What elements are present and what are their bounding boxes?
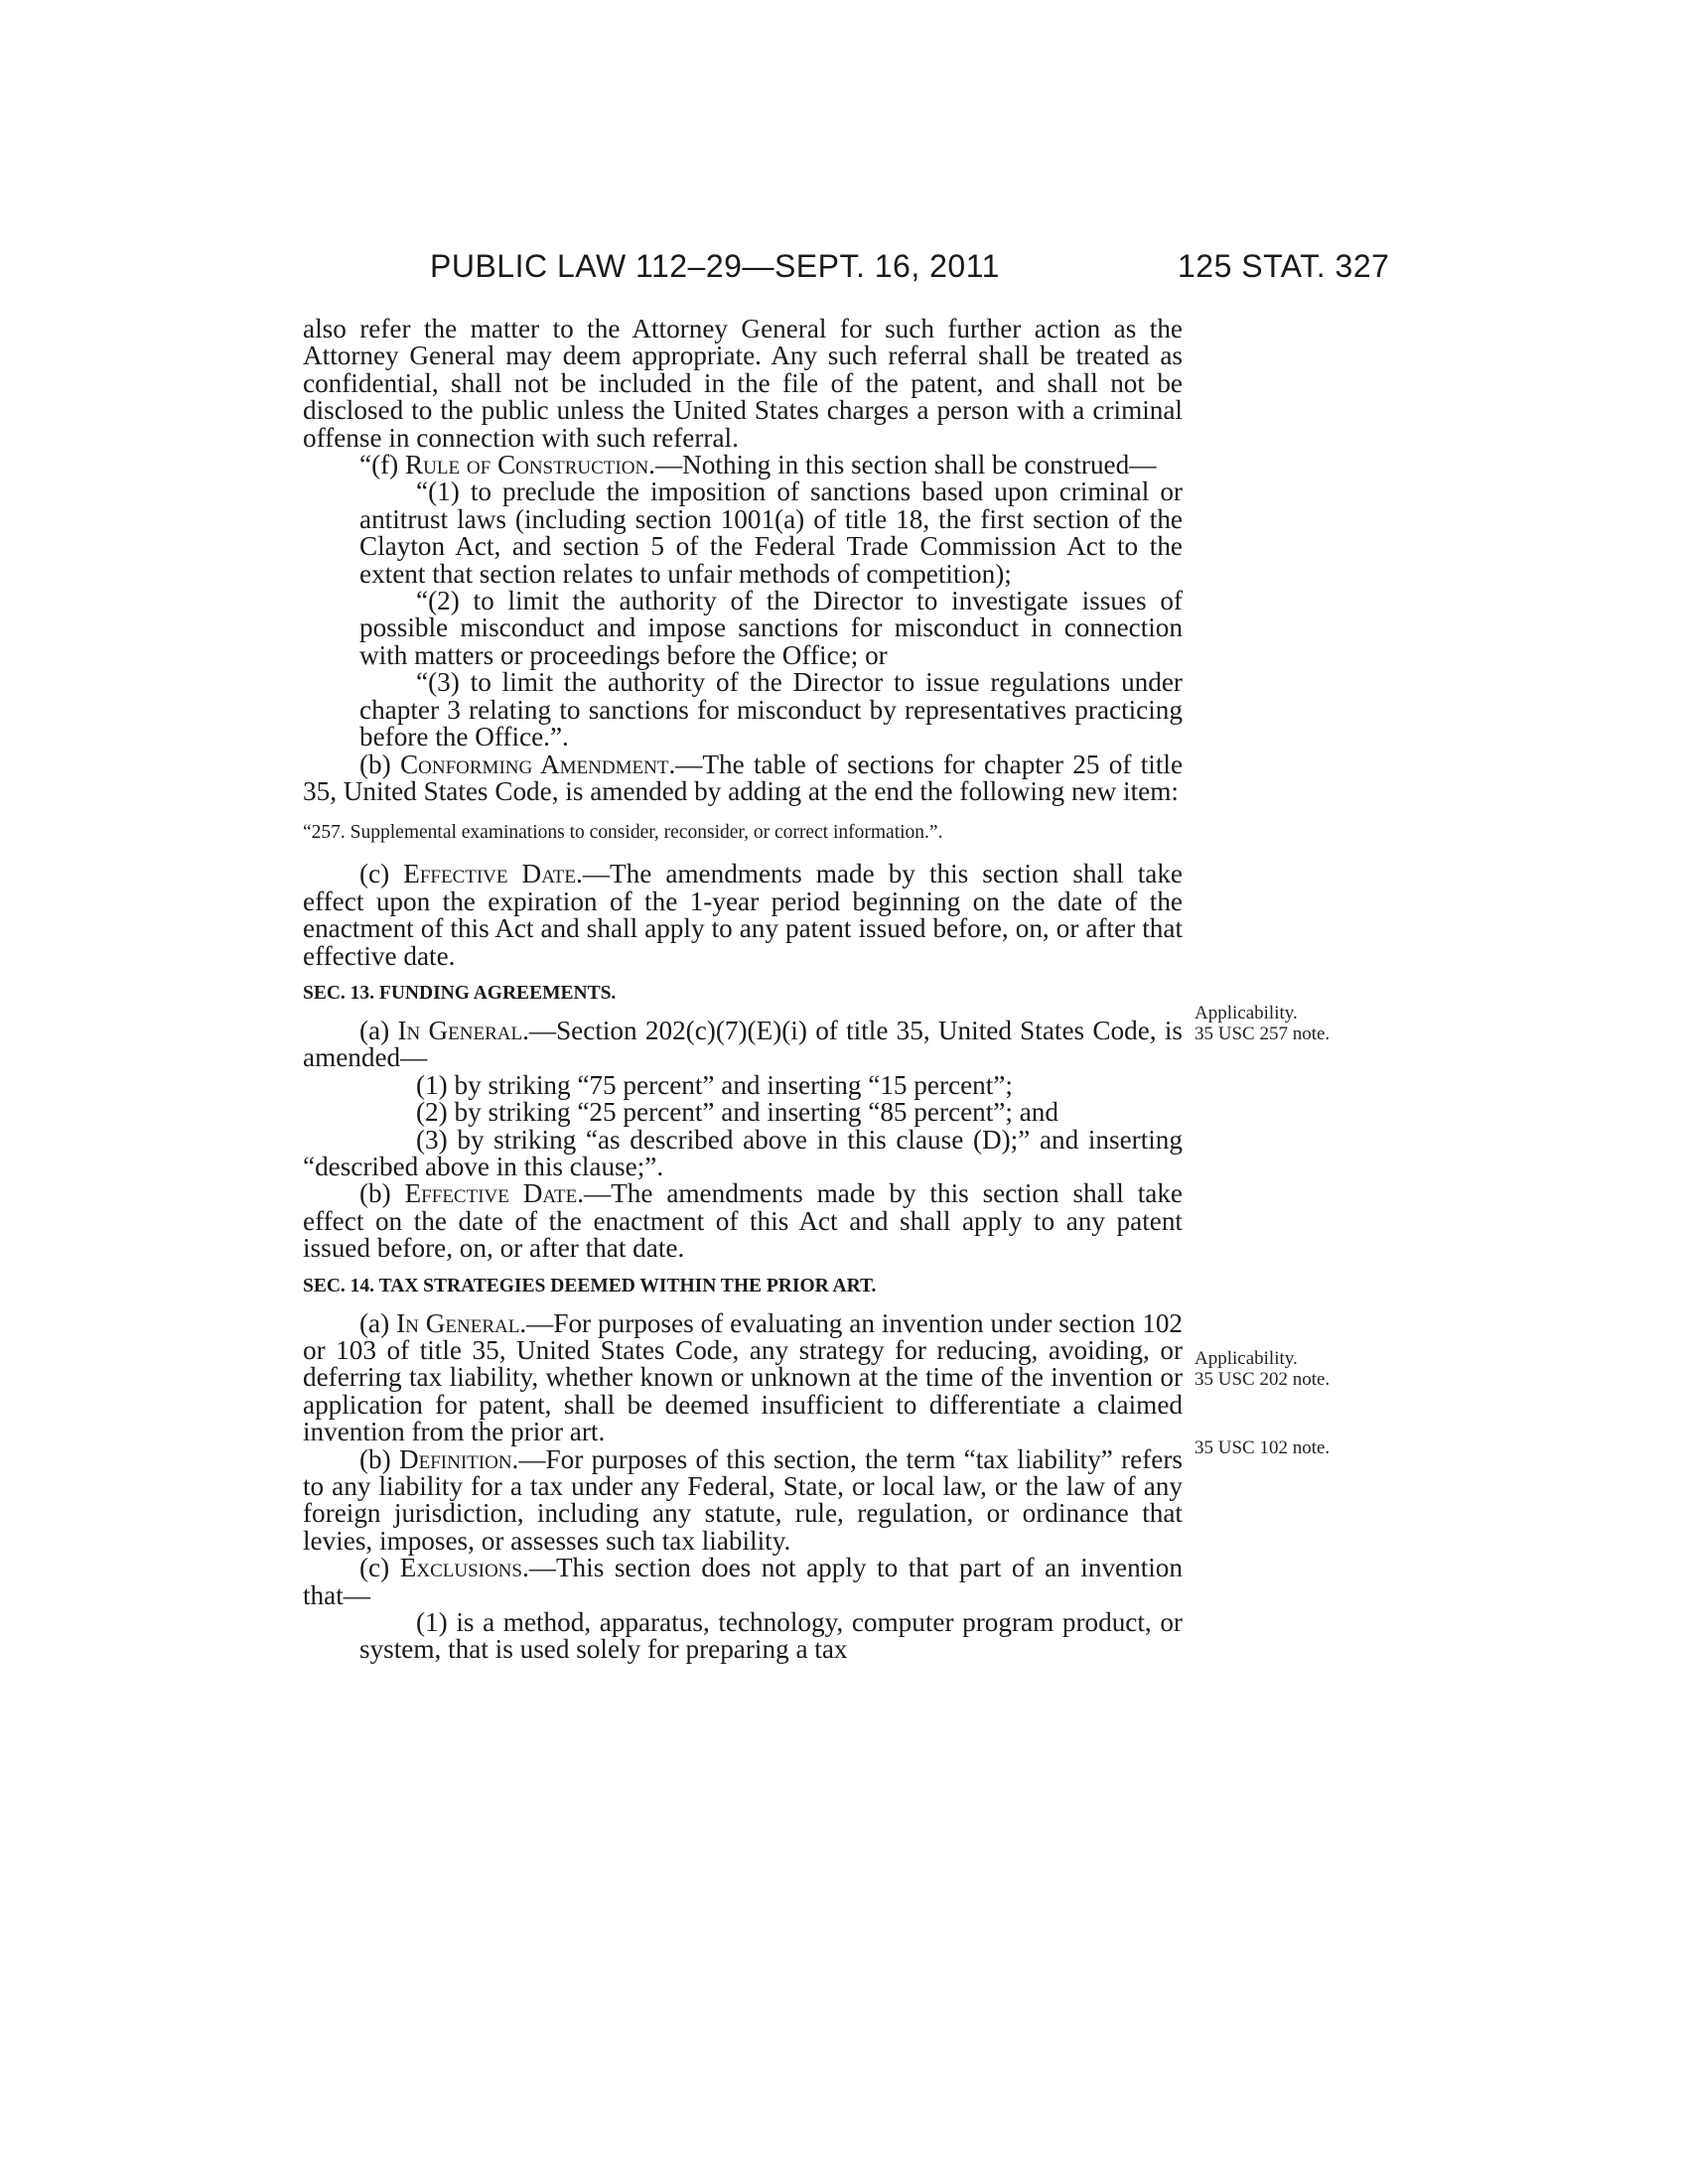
subsection-f: “(f) Rule of Construction.—Nothing in this section shall be construed— — [359, 450, 1157, 480]
section-14-c: (c) Exclusions.—This section does not apply to that part of an invention that— — [303, 1553, 1183, 1610]
section-13-b: (b) Effective Date.—The amendments made by this section shall take effect on the date of the enactment of this Act and shall apply to any patent issued before, on, or after that date. — [303, 1178, 1183, 1264]
section-14-c-1: (1) is a method, apparatus, technology, computer program product, or system, that is used solely for preparing a tax — [359, 1607, 1183, 1665]
running-header-title: PUBLIC LAW 112–29—SEPT. 16, 2011 — [430, 248, 1000, 284]
section-14-b-heading: Definition — [398, 1443, 512, 1474]
section-13-heading: SEC. 13. FUNDING AGREEMENTS. — [303, 982, 617, 1004]
body-text — [303, 316, 1183, 1664]
section-14-a-heading: In General — [396, 1307, 520, 1338]
section-14-b: (b) Definition.—For purposes of this section, the term “tax liability” refers to any liability for a tax under any Federal, State, or local law, or the law of any foreign jurisdiction, including any statute, rule, regulation, or ordinance that levies, imposes, or assesses such tax liability. — [303, 1443, 1184, 1556]
section-13-a-3: (3) by striking “as described above in this clause (D);” and inserting “described above in this clause;”. — [303, 1124, 1183, 1181]
section-13-a-1: (1) by striking “75 percent” and inserting “15 percent”; — [416, 1069, 1013, 1100]
subsection-c-heading: Effective Date — [403, 859, 577, 889]
paragraph-continuation: also refer the matter to the Attorney General for such further action as the Attorney General may deem appropriate. Any such referral shall be treated as confidential, shall not be included in the file of the patent, and shall not be disclosed to the public unless the United States charges a person with a criminal offense in connection with such referral. — [303, 314, 1183, 453]
running-header-stat: 125 STAT. 327 — [1178, 248, 1390, 284]
subsection-c: (c) Effective Date.—The amendments made by this section shall take effect upon the expiration of the 1-year period beginning on the date of the enactment of this Act and shall apply to any patent issued before, on, or after that effective date. — [303, 859, 1183, 971]
paragraph-f3: “(3) to limit the authority of the Director to issue regulations under chapter 3 relating to sanctions for misconduct by representatives practicing before the Office.”. — [359, 667, 1183, 752]
table-item-257: “257. Supplemental examinations to consider, reconsider, or correct information.”. — [303, 822, 943, 844]
section-13-a: (a) In General.—Section 202(c)(7)(E)(i) of title 35, United States Code, is amended— — [303, 1015, 1183, 1073]
margin-note-applicability-257: Applicability. 35 USC 257 note. — [1195, 1003, 1331, 1044]
section-14-heading: SEC. 14. TAX STRATEGIES DEEMED WITHIN THE PRIOR ART. — [303, 1275, 877, 1297]
paragraph-f2: “(2) to limit the authority of the Director to investigate issues of possible misconduct and impose sanctions for misconduct in connection with matters or proceedings before the Office; or — [359, 586, 1183, 670]
section-14-c-heading: Exclusions — [399, 1553, 522, 1583]
section-14-a: (a) In General.—For purposes of evaluating an invention under section 102 or 103 of title 35, United States Code, any strategy for reducing, avoiding, or deferring tax liability, whether known or unknown at the time of the invention or application for patent, shall be deemed insufficient to differentiate a claimed invention from the prior art. — [303, 1307, 1184, 1447]
section-13-a-2: (2) by striking “25 percent” and inserting “85 percent”; and — [416, 1097, 1058, 1128]
section-13-b-heading: Effective Date — [404, 1178, 578, 1209]
paragraph-f1: “(1) to preclude the imposition of sanctions based upon criminal or antitrust laws (including section 1001(a) of title 18, the first section of the Clayton Act, and section 5 of the Federal Trade Commission Act to the extent that section relates to unfair methods of competition); — [359, 477, 1183, 589]
subsection-b-heading: Conforming Amendment — [400, 749, 669, 779]
subsection-b: (b) Conforming Amendment.—The table of sections for chapter 25 of title 35, United States Code, is amended by adding at the end the following new item: — [303, 749, 1184, 806]
subsection-f-heading: Rule of Construction — [405, 450, 649, 480]
margin-note-102: 35 USC 102 note. — [1195, 1437, 1331, 1458]
section-13-a-heading: In General — [397, 1015, 523, 1045]
margin-note-applicability-202: Applicability. 35 USC 202 note. — [1195, 1348, 1331, 1390]
